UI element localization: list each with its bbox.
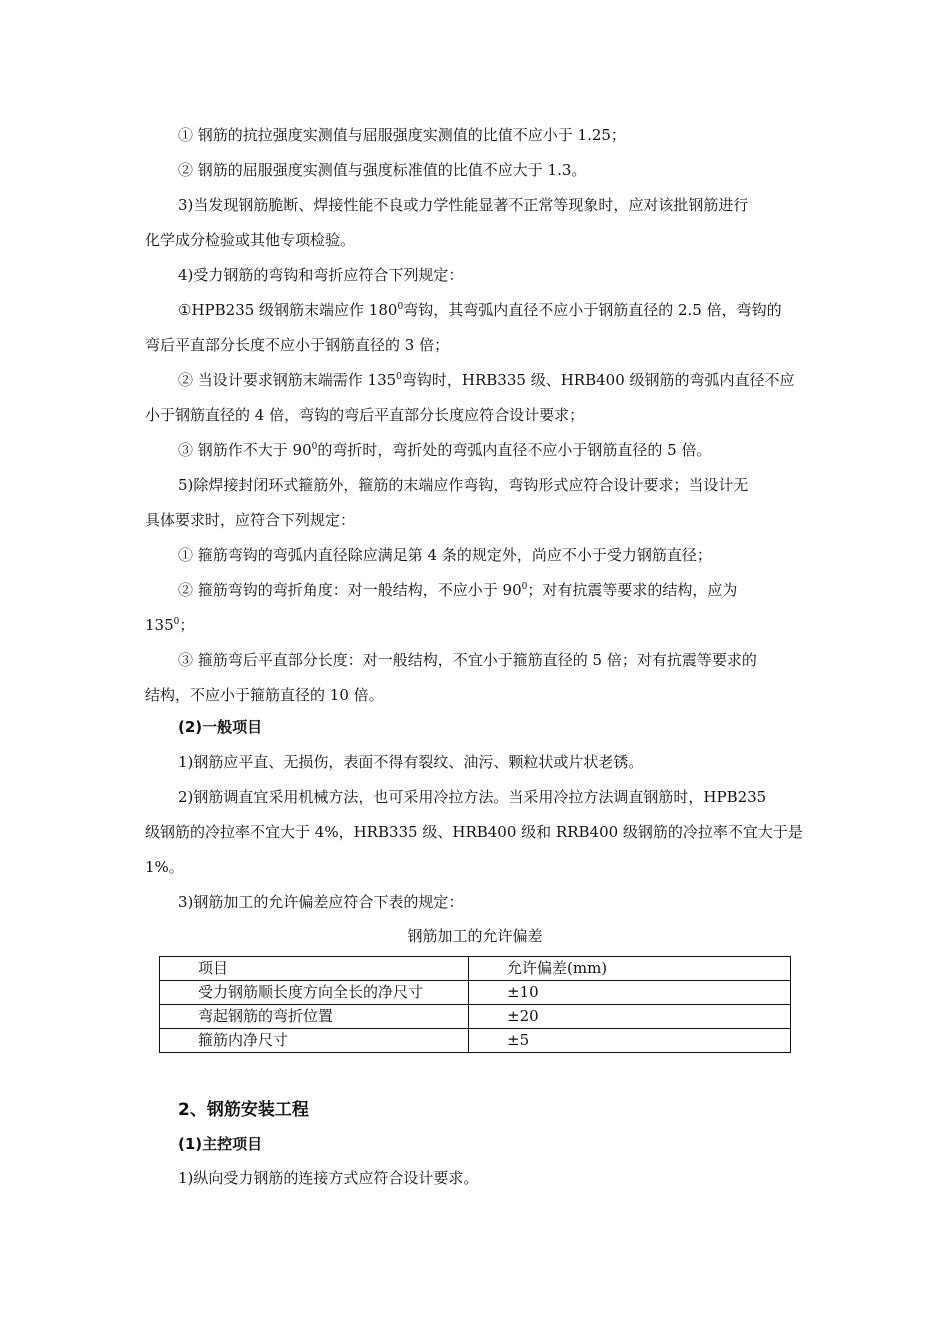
text-line: 4)受力钢筋的弯钩和弯折应符合下列规定：	[178, 266, 464, 284]
text-line: ② 当设计要求钢筋末端需作 $135^0$弯钩时，HRB335 级、HRB400 级钢筋的弯弧内直径不应	[178, 371, 795, 389]
subheading-main-control: (1)主控项目	[178, 1135, 263, 1153]
text-line: ① 钢筋的抗拉强度实测值与屈服强度实测值的比值不应小于 1.25；	[178, 126, 626, 144]
degree-superscript: 0	[173, 617, 180, 627]
degree-superscript: 0	[311, 442, 318, 452]
text-line: 1)纵向受力钢筋的连接方式应符合设计要求。	[178, 1169, 479, 1187]
text-line: ③ 箍筋弯后平直部分长度：对一般结构，不宜小于箍筋直径的 5 倍；对有抗震等要求的	[178, 651, 757, 669]
subheading-general-items: (2)一般项目	[178, 718, 263, 736]
table-row	[160, 1029, 791, 1053]
tolerance-table	[159, 956, 791, 1053]
table-cell: 箍筋内净尺寸	[160, 1029, 469, 1053]
text-line: 1)钢筋应平直、无损伤，表面不得有裂纹、油污、颗粒状或片状老锈。	[178, 753, 644, 771]
text-line: 化学成分检验或其他专项检验。	[145, 231, 356, 249]
table-row	[160, 1005, 791, 1029]
text-line: 3)钢筋加工的允许偏差应符合下表的规定：	[178, 893, 464, 911]
text-line: $135^0$；	[145, 616, 195, 634]
text-line: ③ 钢筋作不大于 $90^0$的弯折时，弯折处的弯弧内直径不应小于钢筋直径的 5 倍。	[178, 441, 712, 459]
text-line: 级钢筋的冷拉率不宜大于 4%，HRB335 级、HRB400 级和 RRB400 级钢筋的冷拉率不宜大于是	[145, 823, 803, 841]
text-line: 5)除焊接封闭环式箍筋外，箍筋的末端应作弯钩，弯钩形式应符合设计要求；当设计无	[178, 476, 749, 494]
degree-superscript: 0	[521, 582, 528, 592]
text-line: 3)当发现钢筋脆断、焊接性能不良或力学性能显著不正常等现象时，应对该批钢筋进行	[178, 196, 749, 214]
table-cell: ±10	[469, 981, 791, 1005]
text-line: ①HPB235 级钢筋末端应作 $180^0$弯钩，其弯弧内直径不应小于钢筋直径的 2.5 倍，弯钩的	[178, 301, 782, 319]
text-line: 结构，不应小于箍筋直径的 10 倍。	[145, 686, 384, 704]
text-line: 弯后平直部分长度不应小于钢筋直径的 3 倍；	[145, 336, 450, 354]
table-header-cell: 允许偏差(mm)	[469, 957, 791, 981]
text-line: ② 箍筋弯钩的弯折角度：对一般结构，不应小于 $90^0$；对有抗震等要求的结构，应为	[178, 581, 738, 599]
table-caption: 钢筋加工的允许偏差	[407, 927, 543, 945]
text-line: ① 箍筋弯钩的弯弧内直径除应满足第 4 条的规定外，尚应不小于受力钢筋直径；	[178, 546, 712, 564]
table-header-cell: 项目	[160, 957, 469, 981]
table-header-row	[160, 957, 791, 981]
table-cell: 受力钢筋顺长度方向全长的净尺寸	[160, 981, 469, 1005]
text-line: 小于钢筋直径的 4 倍，弯钩的弯后平直部分长度应符合设计要求；	[145, 406, 585, 424]
text-line: 1%。	[145, 858, 184, 876]
table-cell: ±20	[469, 1005, 791, 1029]
table-row	[160, 981, 791, 1005]
section-heading: 2、钢筋安装工程	[178, 1100, 309, 1120]
text-line: 具体要求时，应符合下列规定：	[145, 511, 356, 529]
table-cell: ±5	[469, 1029, 791, 1053]
degree-superscript: 0	[396, 372, 402, 382]
table-cell: 弯起钢筋的弯折位置	[160, 1005, 469, 1029]
degree-superscript: 0	[397, 302, 404, 312]
text-line: ② 钢筋的屈服强度实测值与强度标准值的比值不应大于 1.3。	[178, 161, 587, 179]
text-line: 2)钢筋调直宜采用机械方法，也可采用冷拉方法。当采用冷拉方法调直钢筋时，HPB235	[178, 788, 767, 806]
